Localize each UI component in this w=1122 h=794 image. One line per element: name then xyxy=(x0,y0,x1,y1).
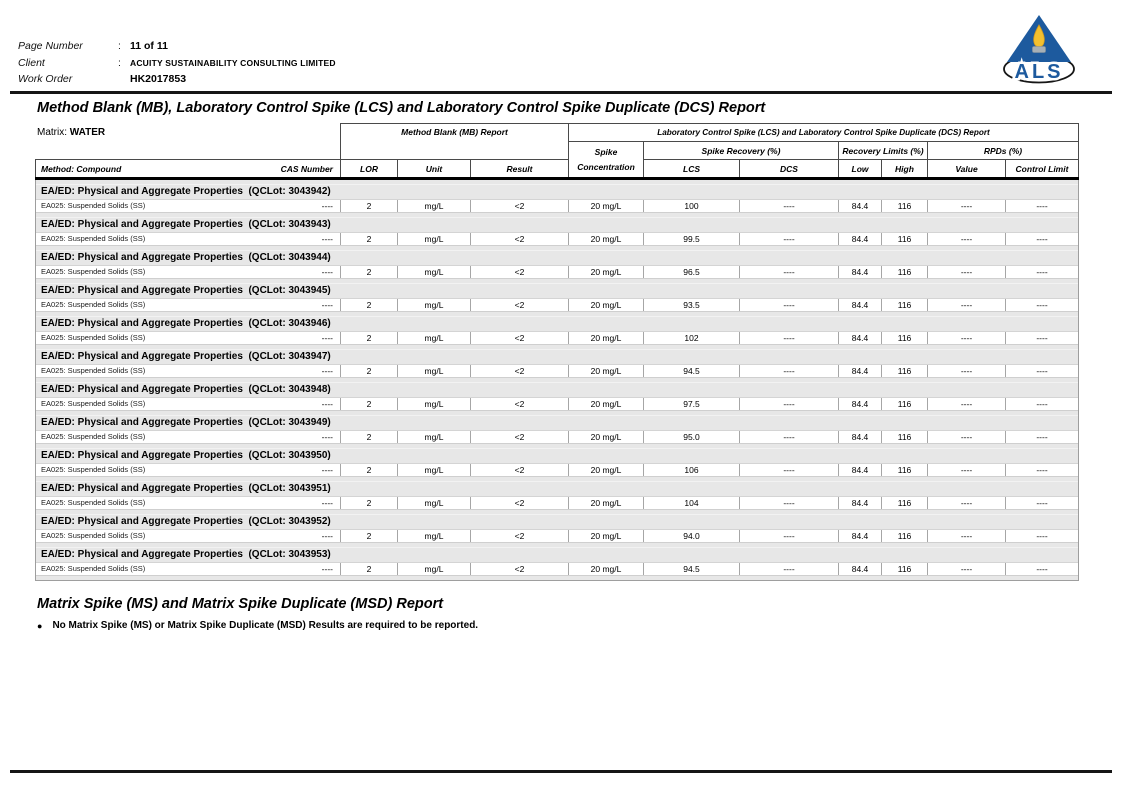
cell-rpd-value: ---- xyxy=(927,200,1005,212)
cell-high: 116 xyxy=(881,464,927,476)
cell-dcs: ---- xyxy=(739,464,838,476)
cell-compound: EA025: Suspended Solids (SS) xyxy=(41,432,146,441)
header-rule xyxy=(10,91,1112,94)
qc-data-row xyxy=(36,364,1078,378)
cell-lor: 2 xyxy=(340,398,397,410)
cell-lcs: 94.5 xyxy=(643,563,739,575)
cell-unit: mg/L xyxy=(397,497,470,509)
bullet-icon: ● xyxy=(37,620,43,631)
qc-block xyxy=(36,444,1078,477)
cell-rpd-value: ---- xyxy=(927,398,1005,410)
cell-lcs: 96.5 xyxy=(643,266,739,278)
cell-lor: 2 xyxy=(340,200,397,212)
cell-cas-number: ---- xyxy=(321,398,333,409)
cell-lor: 2 xyxy=(340,365,397,377)
cell-spike-concentration: 20 mg/L xyxy=(568,200,643,212)
cell-high: 116 xyxy=(881,398,927,410)
qc-block xyxy=(36,312,1078,345)
cell-result: <2 xyxy=(470,266,568,278)
qc-group-title: EA/ED: Physical and Aggregate Properties (QCLot: 3043947) xyxy=(41,351,331,362)
work-order-label: Work Order xyxy=(18,73,73,85)
cell-unit: mg/L xyxy=(397,431,470,443)
cell-unit: mg/L xyxy=(397,365,470,377)
qc-block xyxy=(36,510,1078,543)
page-number-value: 11 of 11 xyxy=(130,40,168,52)
work-order-value: HK2017853 xyxy=(130,73,187,85)
cell-dcs: ---- xyxy=(739,497,838,509)
cell-low: 84.4 xyxy=(838,398,881,410)
ms-msd-bullet-text: No Matrix Spike (MS) or Matrix Spike Duplicate (MSD) Results are required to be reported. xyxy=(52,620,479,631)
cell-low: 84.4 xyxy=(838,464,881,476)
qc-group-header xyxy=(36,184,1078,199)
qc-block xyxy=(36,279,1078,312)
qc-data-row xyxy=(36,397,1078,411)
cell-control-limit: ---- xyxy=(1005,200,1078,212)
cell-result: <2 xyxy=(470,200,568,212)
cell-low: 84.4 xyxy=(838,563,881,575)
cell-spike-concentration: 20 mg/L xyxy=(568,365,643,377)
cell-compound: EA025: Suspended Solids (SS) xyxy=(41,267,146,276)
cell-compound: EA025: Suspended Solids (SS) xyxy=(41,333,146,342)
cell-lor: 2 xyxy=(340,266,397,278)
cell-spike-concentration: 20 mg/L xyxy=(568,530,643,542)
cell-low: 84.4 xyxy=(838,266,881,278)
qc-group-header xyxy=(36,415,1078,430)
header-control-limit: Control Limit xyxy=(1005,159,1079,178)
cell-lcs: 106 xyxy=(643,464,739,476)
cell-unit: mg/L xyxy=(397,200,470,212)
cell-low: 84.4 xyxy=(838,530,881,542)
cell-spike-concentration: 20 mg/L xyxy=(568,563,643,575)
cell-unit: mg/L xyxy=(397,563,470,575)
qc-data-row xyxy=(36,463,1078,477)
cell-result: <2 xyxy=(470,431,568,443)
cell-result: <2 xyxy=(470,365,568,377)
cell-lor: 2 xyxy=(340,497,397,509)
cell-rpd-value: ---- xyxy=(927,233,1005,245)
qc-group-header xyxy=(36,217,1078,232)
cell-control-limit: ---- xyxy=(1005,266,1078,278)
cell-lor: 2 xyxy=(340,563,397,575)
qc-group-title: EA/ED: Physical and Aggregate Properties (QCLot: 3043949) xyxy=(41,417,331,428)
cell-lor: 2 xyxy=(340,233,397,245)
cell-control-limit: ---- xyxy=(1005,398,1078,410)
table-bottom-strip xyxy=(36,576,1078,580)
cell-spike-concentration: 20 mg/L xyxy=(568,464,643,476)
header-result: Result xyxy=(470,159,569,178)
cell-low: 84.4 xyxy=(838,365,881,377)
qc-group-title: EA/ED: Physical and Aggregate Properties (QCLot: 3043944) xyxy=(41,252,331,263)
header-spike-recovery: Spike Recovery (%) xyxy=(643,141,839,160)
cell-lor: 2 xyxy=(340,431,397,443)
cell-unit: mg/L xyxy=(397,266,470,278)
qc-block xyxy=(36,213,1078,246)
qc-group-header xyxy=(36,448,1078,463)
cell-lcs: 97.5 xyxy=(643,398,739,410)
header-lcs: LCS xyxy=(643,159,740,178)
cell-high: 116 xyxy=(881,266,927,278)
cell-cas-number: ---- xyxy=(321,299,333,310)
client-value: ACUITY SUSTAINABILITY CONSULTING LIMITED xyxy=(130,58,336,68)
qc-group-title: EA/ED: Physical and Aggregate Properties (QCLot: 3043948) xyxy=(41,384,331,395)
header-spike-line1: Spike xyxy=(594,146,618,157)
qc-group-header xyxy=(36,250,1078,265)
client-row xyxy=(18,56,336,70)
cell-rpd-value: ---- xyxy=(927,497,1005,509)
cell-compound: EA025: Suspended Solids (SS) xyxy=(41,465,146,474)
ms-msd-title: Matrix Spike (MS) and Matrix Spike Duplicate (MSD) Report xyxy=(37,596,444,612)
header-lcs-dcs-report: Laboratory Control Spike (LCS) and Laboratory Control Spike Duplicate (DCS) Report xyxy=(568,123,1079,142)
qc-group-header xyxy=(36,547,1078,562)
cell-high: 116 xyxy=(881,431,927,443)
cell-high: 116 xyxy=(881,497,927,509)
cell-control-limit: ---- xyxy=(1005,365,1078,377)
cell-dcs: ---- xyxy=(739,431,838,443)
logo-burner xyxy=(1033,47,1046,53)
page-number-label: Page Number xyxy=(18,40,83,52)
cell-high: 116 xyxy=(881,233,927,245)
qc-group-title: EA/ED: Physical and Aggregate Properties (QCLot: 3043945) xyxy=(41,285,331,296)
cell-cas-number: ---- xyxy=(321,266,333,277)
cell-cas-number: ---- xyxy=(321,332,333,343)
matrix-value: WATER xyxy=(69,127,106,138)
page-number-row xyxy=(18,39,168,53)
cell-lor: 2 xyxy=(340,332,397,344)
cell-low: 84.4 xyxy=(838,497,881,509)
cell-compound: EA025: Suspended Solids (SS) xyxy=(41,300,146,309)
page-number-colon: : xyxy=(118,40,121,52)
cell-low: 84.4 xyxy=(838,299,881,311)
cell-spike-concentration: 20 mg/L xyxy=(568,266,643,278)
cell-dcs: ---- xyxy=(739,299,838,311)
cell-dcs: ---- xyxy=(739,365,838,377)
cell-control-limit: ---- xyxy=(1005,530,1078,542)
cell-lor: 2 xyxy=(340,530,397,542)
cell-high: 116 xyxy=(881,332,927,344)
qc-data-row xyxy=(36,298,1078,312)
cell-compound: EA025: Suspended Solids (SS) xyxy=(41,201,146,210)
qc-data-row xyxy=(36,265,1078,279)
qc-group-title: EA/ED: Physical and Aggregate Properties (QCLot: 3043950) xyxy=(41,450,331,461)
cell-rpd-value: ---- xyxy=(927,563,1005,575)
cell-unit: mg/L xyxy=(397,332,470,344)
header-low: Low xyxy=(838,159,882,178)
work-order-row xyxy=(18,72,186,86)
cell-lor: 2 xyxy=(340,299,397,311)
cell-cas-number: ---- xyxy=(321,464,333,475)
cell-dcs: ---- xyxy=(739,563,838,575)
qc-block xyxy=(36,543,1078,576)
cell-high: 116 xyxy=(881,299,927,311)
cell-result: <2 xyxy=(470,398,568,410)
header-unit: Unit xyxy=(397,159,471,178)
qc-group-title: EA/ED: Physical and Aggregate Properties (QCLot: 3043942) xyxy=(41,186,331,197)
matrix-label: Matrix: xyxy=(37,127,67,138)
qc-group-header xyxy=(36,514,1078,529)
cell-control-limit: ---- xyxy=(1005,233,1078,245)
cell-control-limit: ---- xyxy=(1005,431,1078,443)
cell-control-limit: ---- xyxy=(1005,497,1078,509)
cell-dcs: ---- xyxy=(739,266,838,278)
cell-result: <2 xyxy=(470,233,568,245)
cell-spike-concentration: 20 mg/L xyxy=(568,398,643,410)
cell-low: 84.4 xyxy=(838,200,881,212)
logo-text: ALS xyxy=(1014,61,1064,83)
cell-lcs: 104 xyxy=(643,497,739,509)
qc-data-row xyxy=(36,331,1078,345)
cell-lcs: 99.5 xyxy=(643,233,739,245)
cell-dcs: ---- xyxy=(739,332,838,344)
qc-group-header xyxy=(36,349,1078,364)
cell-lcs: 100 xyxy=(643,200,739,212)
qc-block xyxy=(36,477,1078,510)
cell-result: <2 xyxy=(470,530,568,542)
header-method-compound: Method: Compound xyxy=(41,164,122,174)
matrix-line xyxy=(37,127,105,138)
cell-cas-number: ---- xyxy=(321,365,333,376)
qc-data-row xyxy=(36,199,1078,213)
cell-cas-number: ---- xyxy=(321,497,333,508)
cell-high: 116 xyxy=(881,563,927,575)
qc-group-title: EA/ED: Physical and Aggregate Properties (QCLot: 3043946) xyxy=(41,318,331,329)
footer-rule xyxy=(10,770,1112,773)
cell-low: 84.4 xyxy=(838,332,881,344)
cell-result: <2 xyxy=(470,332,568,344)
cell-high: 116 xyxy=(881,200,927,212)
cell-lcs: 102 xyxy=(643,332,739,344)
cell-result: <2 xyxy=(470,299,568,311)
qc-table-body xyxy=(35,180,1079,581)
qc-group-title: EA/ED: Physical and Aggregate Properties (QCLot: 3043943) xyxy=(41,219,331,230)
cell-unit: mg/L xyxy=(397,530,470,542)
qc-block xyxy=(36,345,1078,378)
cell-lcs: 93.5 xyxy=(643,299,739,311)
qc-group-header xyxy=(36,481,1078,496)
cell-rpd-value: ---- xyxy=(927,332,1005,344)
qc-data-row xyxy=(36,562,1078,576)
cell-spike-concentration: 20 mg/L xyxy=(568,233,643,245)
qc-group-header xyxy=(36,382,1078,397)
cell-control-limit: ---- xyxy=(1005,464,1078,476)
cell-unit: mg/L xyxy=(397,398,470,410)
cell-unit: mg/L xyxy=(397,299,470,311)
header-value: Value xyxy=(927,159,1006,178)
client-colon: : xyxy=(118,57,121,69)
cell-high: 116 xyxy=(881,530,927,542)
qc-block xyxy=(36,411,1078,444)
cell-rpd-value: ---- xyxy=(927,365,1005,377)
cell-dcs: ---- xyxy=(739,530,838,542)
cell-compound: EA025: Suspended Solids (SS) xyxy=(41,531,146,540)
qc-group-title: EA/ED: Physical and Aggregate Properties (QCLot: 3043951) xyxy=(41,483,331,494)
qc-block xyxy=(36,180,1078,213)
cell-control-limit: ---- xyxy=(1005,332,1078,344)
cell-lcs: 95.0 xyxy=(643,431,739,443)
cell-unit: mg/L xyxy=(397,233,470,245)
cell-rpd-value: ---- xyxy=(927,431,1005,443)
cell-rpd-value: ---- xyxy=(927,464,1005,476)
report-title: Method Blank (MB), Laboratory Control Spike (LCS) and Laboratory Control Spike Duplicate (DCS) Report xyxy=(37,100,766,116)
cell-lcs: 94.0 xyxy=(643,530,739,542)
header-high: High xyxy=(881,159,928,178)
cell-control-limit: ---- xyxy=(1005,563,1078,575)
cell-lor: 2 xyxy=(340,464,397,476)
qc-data-row xyxy=(36,430,1078,444)
cell-result: <2 xyxy=(470,497,568,509)
cell-high: 116 xyxy=(881,365,927,377)
qc-group-header xyxy=(36,316,1078,331)
cell-compound: EA025: Suspended Solids (SS) xyxy=(41,498,146,507)
cell-lcs: 94.5 xyxy=(643,365,739,377)
header-compound-cas xyxy=(35,159,341,178)
cell-low: 84.4 xyxy=(838,431,881,443)
qc-group-title: EA/ED: Physical and Aggregate Properties (QCLot: 3043953) xyxy=(41,549,331,560)
qc-data-row xyxy=(36,529,1078,543)
cell-control-limit: ---- xyxy=(1005,299,1078,311)
cell-spike-concentration: 20 mg/L xyxy=(568,497,643,509)
cell-rpd-value: ---- xyxy=(927,299,1005,311)
cell-compound: EA025: Suspended Solids (SS) xyxy=(41,564,146,573)
cell-dcs: ---- xyxy=(739,398,838,410)
cell-cas-number: ---- xyxy=(321,233,333,244)
header-spike-concentration xyxy=(568,141,644,178)
qc-data-row xyxy=(36,232,1078,246)
cell-cas-number: ---- xyxy=(321,563,333,574)
cell-dcs: ---- xyxy=(739,233,838,245)
header-rpds: RPDs (%) xyxy=(927,141,1079,160)
cell-result: <2 xyxy=(470,563,568,575)
qc-block xyxy=(36,378,1078,411)
cell-rpd-value: ---- xyxy=(927,530,1005,542)
qc-data-row xyxy=(36,496,1078,510)
cell-dcs: ---- xyxy=(739,200,838,212)
als-logo xyxy=(995,13,1083,87)
qc-group-title: EA/ED: Physical and Aggregate Properties (QCLot: 3043952) xyxy=(41,516,331,527)
header-spike-line2: Concentration xyxy=(577,162,635,172)
cell-result: <2 xyxy=(470,464,568,476)
client-label: Client xyxy=(18,57,45,69)
cell-compound: EA025: Suspended Solids (SS) xyxy=(41,366,146,375)
cell-spike-concentration: 20 mg/L xyxy=(568,332,643,344)
cell-compound: EA025: Suspended Solids (SS) xyxy=(41,399,146,408)
cell-spike-concentration: 20 mg/L xyxy=(568,299,643,311)
cell-unit: mg/L xyxy=(397,464,470,476)
ms-msd-bullet-row xyxy=(37,620,478,631)
header-dcs: DCS xyxy=(739,159,839,178)
cell-cas-number: ---- xyxy=(321,431,333,442)
header-recovery-limits: Recovery Limits (%) xyxy=(838,141,928,160)
header-mb-report: Method Blank (MB) Report xyxy=(340,123,569,160)
qc-block xyxy=(36,246,1078,279)
header-lor: LOR xyxy=(340,159,398,178)
header-cas-number: CAS Number xyxy=(280,164,333,174)
qc-group-header xyxy=(36,283,1078,298)
cell-rpd-value: ---- xyxy=(927,266,1005,278)
cell-cas-number: ---- xyxy=(321,200,333,211)
cell-spike-concentration: 20 mg/L xyxy=(568,431,643,443)
cell-cas-number: ---- xyxy=(321,530,333,541)
cell-compound: EA025: Suspended Solids (SS) xyxy=(41,234,146,243)
cell-low: 84.4 xyxy=(838,233,881,245)
